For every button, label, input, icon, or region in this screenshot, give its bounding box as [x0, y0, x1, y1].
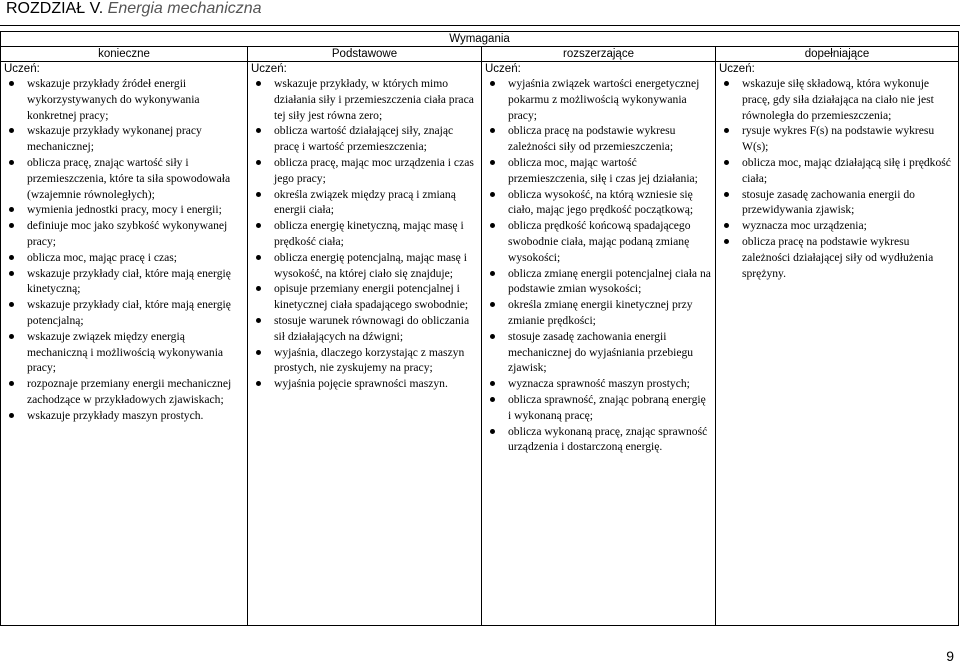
column-dopelniajace [716, 62, 959, 626]
list-item: rozpoznaje przemiany energii mechanicznej zachodzące w przykładowych zjawiskach; [1, 376, 243, 408]
list-item: oblicza pracę, mając moc urządzenia i czas jego pracy; [248, 155, 477, 187]
list-item: wyjaśnia związek wartości energetycznej pokarmu z możliwością wykonywania pracy; [482, 76, 711, 123]
group-header: Wymagania [1, 32, 959, 47]
list-item: oblicza zmianę energii potencjalnej ciała na podstawie zmian wysokości; [482, 266, 711, 298]
column-podstawowe [248, 62, 482, 626]
list-item: oblicza energię potencjalną, mając masę i wysokość, na której ciało się znajduje; [248, 250, 477, 282]
chapter-subtitle: Energia mechaniczna [107, 0, 262, 17]
level-konieczne: konieczne [1, 47, 248, 62]
list-item: wskazuje przykłady wykonanej pracy mechanicznej; [1, 123, 243, 155]
student-label: Uczeń: [4, 63, 40, 75]
page-number: 9 [946, 648, 954, 664]
list-item: stosuje zasadę zachowania energii mechanicznej do wyjaśniania przebiegu zjawisk; [482, 329, 711, 376]
level-podstawowe: Podstawowe [248, 47, 482, 62]
list-item: wskazuje przykłady ciał, które mają energię kinetyczną; [1, 266, 243, 298]
student-label: Uczeń: [485, 63, 521, 75]
list-item: oblicza moc, mając wartość przemieszczenia, siłę i czas jej działania; [482, 155, 711, 187]
column-rozszerzajace [482, 62, 716, 626]
requirement-list [482, 76, 715, 455]
list-item: wskazuje przykłady maszyn prostych. [1, 408, 243, 424]
requirements-table [0, 31, 959, 626]
list-item: opisuje przemiany energii potencjalnej i kinetycznej ciała spadającego swobodnie; [248, 281, 477, 313]
list-item: wyjaśnia, dlaczego korzystając z maszyn prostych, nie zyskujemy na pracy; [248, 345, 477, 377]
list-item: oblicza sprawność, znając pobraną energię i wykonaną pracę; [482, 392, 711, 424]
list-item: wskazuje przykłady źródeł energii wykorzystywanych do wykonywania konkretnej pracy; [1, 76, 243, 123]
list-item: oblicza wartość działającej siły, znając pracę i wartość przemieszczenia; [248, 123, 477, 155]
list-item: określa związek między pracą i zmianą energii ciała; [248, 187, 477, 219]
list-item: oblicza energię kinetyczną, mając masę i prędkość ciała; [248, 218, 477, 250]
column-konieczne [1, 62, 248, 626]
list-item: wyznacza moc urządzenia; [716, 218, 954, 234]
list-item: oblicza prędkość końcową spadającego swobodnie ciała, mając podaną zmianę wysokości; [482, 218, 711, 265]
student-label: Uczeń: [719, 63, 755, 75]
list-item: oblicza moc, mając działającą siłę i prędkość ciała; [716, 155, 954, 187]
page-title [6, 0, 262, 18]
list-item: wskazuje przykłady, w których mimo działania siły i przemieszczenia ciała praca tej siły jest równa zero; [248, 76, 477, 123]
list-item: wskazuje siłę składową, która wykonuje pracę, gdy siła działająca na ciało nie jest równoległa do przemieszczenia; [716, 76, 954, 123]
list-item: oblicza wykonaną pracę, znając sprawność urządzenia i dostarczoną energię. [482, 424, 711, 456]
level-rozszerzajace: rozszerzające [482, 47, 716, 62]
student-label: Uczeń: [251, 63, 287, 75]
requirement-list [716, 76, 958, 281]
requirement-list [248, 76, 481, 392]
list-item: wymienia jednostki pracy, mocy i energii; [1, 202, 243, 218]
list-item: stosuje zasadę zachowania energii do przewidywania zjawisk; [716, 187, 954, 219]
list-item: oblicza pracę na podstawie wykresu zależności działającej siły od wydłużenia sprężyny. [716, 234, 954, 281]
chapter-label: ROZDZIAŁ V. [6, 0, 104, 17]
list-item: stosuje warunek równowagi do obliczania sił działających na dźwigni; [248, 313, 477, 345]
list-item: wskazuje przykłady ciał, które mają energię potencjalną; [1, 297, 243, 329]
list-item: oblicza pracę na podstawie wykresu zależności siły od przemieszczenia; [482, 123, 711, 155]
list-item: oblicza pracę, znając wartość siły i przemieszczenia, które ta siła spowodowała (wzajemnie równoległych); [1, 155, 243, 202]
list-item: oblicza wysokość, na którą wzniesie się ciało, mając jego prędkość początkową; [482, 187, 711, 219]
title-divider [0, 25, 960, 26]
list-item: definiuje moc jako szybkość wykonywanej pracy; [1, 218, 243, 250]
level-dopelniajace: dopełniające [716, 47, 959, 62]
list-item: rysuje wykres F(s) na podstawie wykresu W(s); [716, 123, 954, 155]
list-item: wyznacza sprawność maszyn prostych; [482, 376, 711, 392]
list-item: oblicza moc, mając pracę i czas; [1, 250, 243, 266]
list-item: wyjaśnia pojęcie sprawności maszyn. [248, 376, 477, 392]
list-item: wskazuje związek między energią mechaniczną i możliwością wykonywania pracy; [1, 329, 243, 376]
requirement-list [1, 76, 247, 424]
list-item: określa zmianę energii kinetycznej przy zmianie prędkości; [482, 297, 711, 329]
